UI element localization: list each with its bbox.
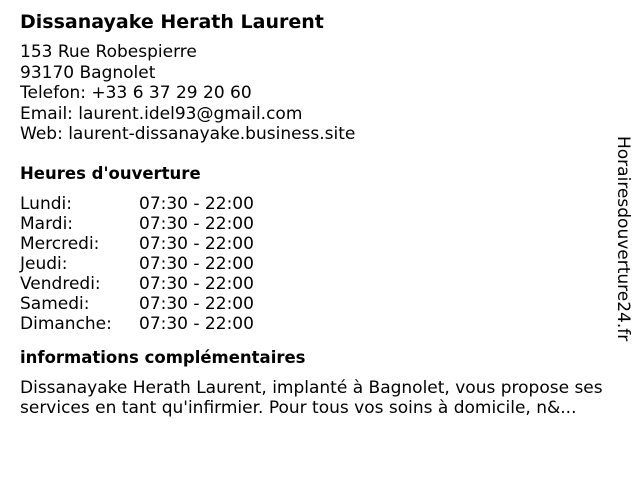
business-card	[20, 10, 610, 418]
opening-hours-heading: Heures d'ouverture	[20, 163, 201, 183]
hours-row-saturday	[20, 294, 610, 314]
address-street: 153 Rue Robespierre	[20, 42, 197, 62]
time-range: 07:30 - 22:00	[139, 313, 254, 334]
website-address: Web: laurent-dissanayake.business.site	[20, 124, 356, 144]
hours-row-tuesday	[20, 214, 610, 234]
day-label: Dimanche:	[20, 313, 112, 334]
opening-hours-table	[20, 194, 610, 334]
hours-row-thursday	[20, 254, 610, 274]
time-range: 07:30 - 22:00	[139, 193, 254, 214]
day-label: Jeudi:	[20, 253, 68, 274]
phone-number: Telefon: +33 6 37 29 20 60	[20, 83, 252, 103]
day-label: Lundi:	[20, 193, 72, 214]
hours-row-friday	[20, 274, 610, 294]
day-label: Mardi:	[20, 213, 74, 234]
hours-row-sunday	[20, 314, 610, 334]
business-description: Dissanayake Herath Laurent, implanté à Bagnolet, vous propose ses services en tant qu'infirmier. Pour tous vos soins à domicile, n&...	[20, 377, 603, 418]
contact-block	[20, 42, 610, 145]
day-label: Mercredi:	[20, 233, 100, 254]
time-range: 07:30 - 22:00	[139, 233, 254, 254]
hours-row-wednesday	[20, 234, 610, 254]
hours-row-monday	[20, 194, 610, 214]
time-range: 07:30 - 22:00	[139, 293, 254, 314]
time-range: 07:30 - 22:00	[139, 253, 254, 274]
email-address: Email: laurent.idel93@gmail.com	[20, 103, 303, 124]
address-city: 93170 Bagnolet	[20, 62, 156, 83]
time-range: 07:30 - 22:00	[139, 273, 254, 294]
business-name: Dissanayake Herath Laurent	[20, 11, 324, 33]
day-label: Samedi:	[20, 293, 90, 314]
time-range: 07:30 - 22:00	[139, 213, 254, 234]
day-label: Vendredi:	[20, 273, 101, 294]
additional-info-heading: informations complémentaires	[20, 347, 306, 367]
site-watermark: Horairesdouverture24.fr	[613, 136, 633, 342]
